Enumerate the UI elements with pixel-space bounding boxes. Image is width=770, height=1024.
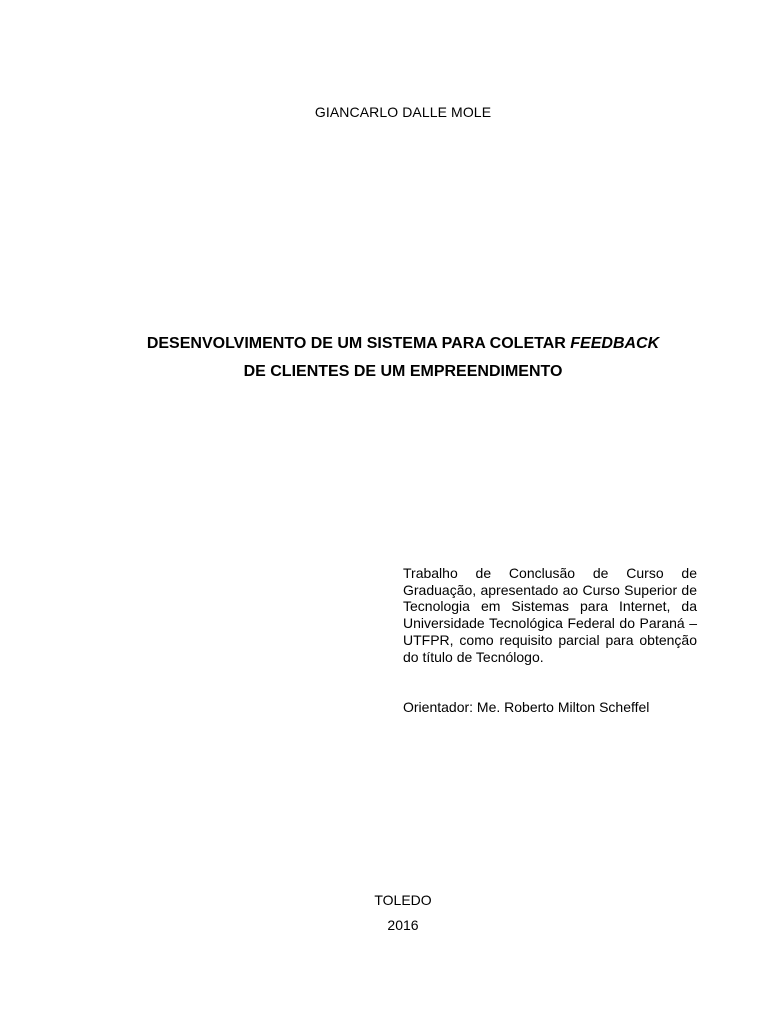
work-nature-text: Trabalho de Conclusão de Curso de Graduação, apresentado ao Curso Superior de Tecnologia em Sistemas para Internet, da Universidade Tecnológica Federal do Paraná – UTFPR, como requisito parcial para obtenção do título de Tecnólogo. <box>403 565 697 665</box>
document-title <box>0 330 770 386</box>
advisor-line: Orientador: Me. Roberto Milton Scheffel <box>403 699 650 715</box>
title-line-1-italic: FEEDBACK <box>570 335 660 352</box>
title-line-1-prefix: DESENVOLVIMENTO DE UM SISTEMA PARA COLETAR <box>146 335 571 352</box>
title-line-1 <box>0 330 770 358</box>
title-line-2: DE CLIENTES DE UM EMPREENDIMENTO <box>243 363 563 380</box>
year: 2016 <box>387 917 419 933</box>
city: TOLEDO <box>374 892 432 908</box>
author-name: GIANCARLO DALLE MOLE <box>314 104 492 120</box>
